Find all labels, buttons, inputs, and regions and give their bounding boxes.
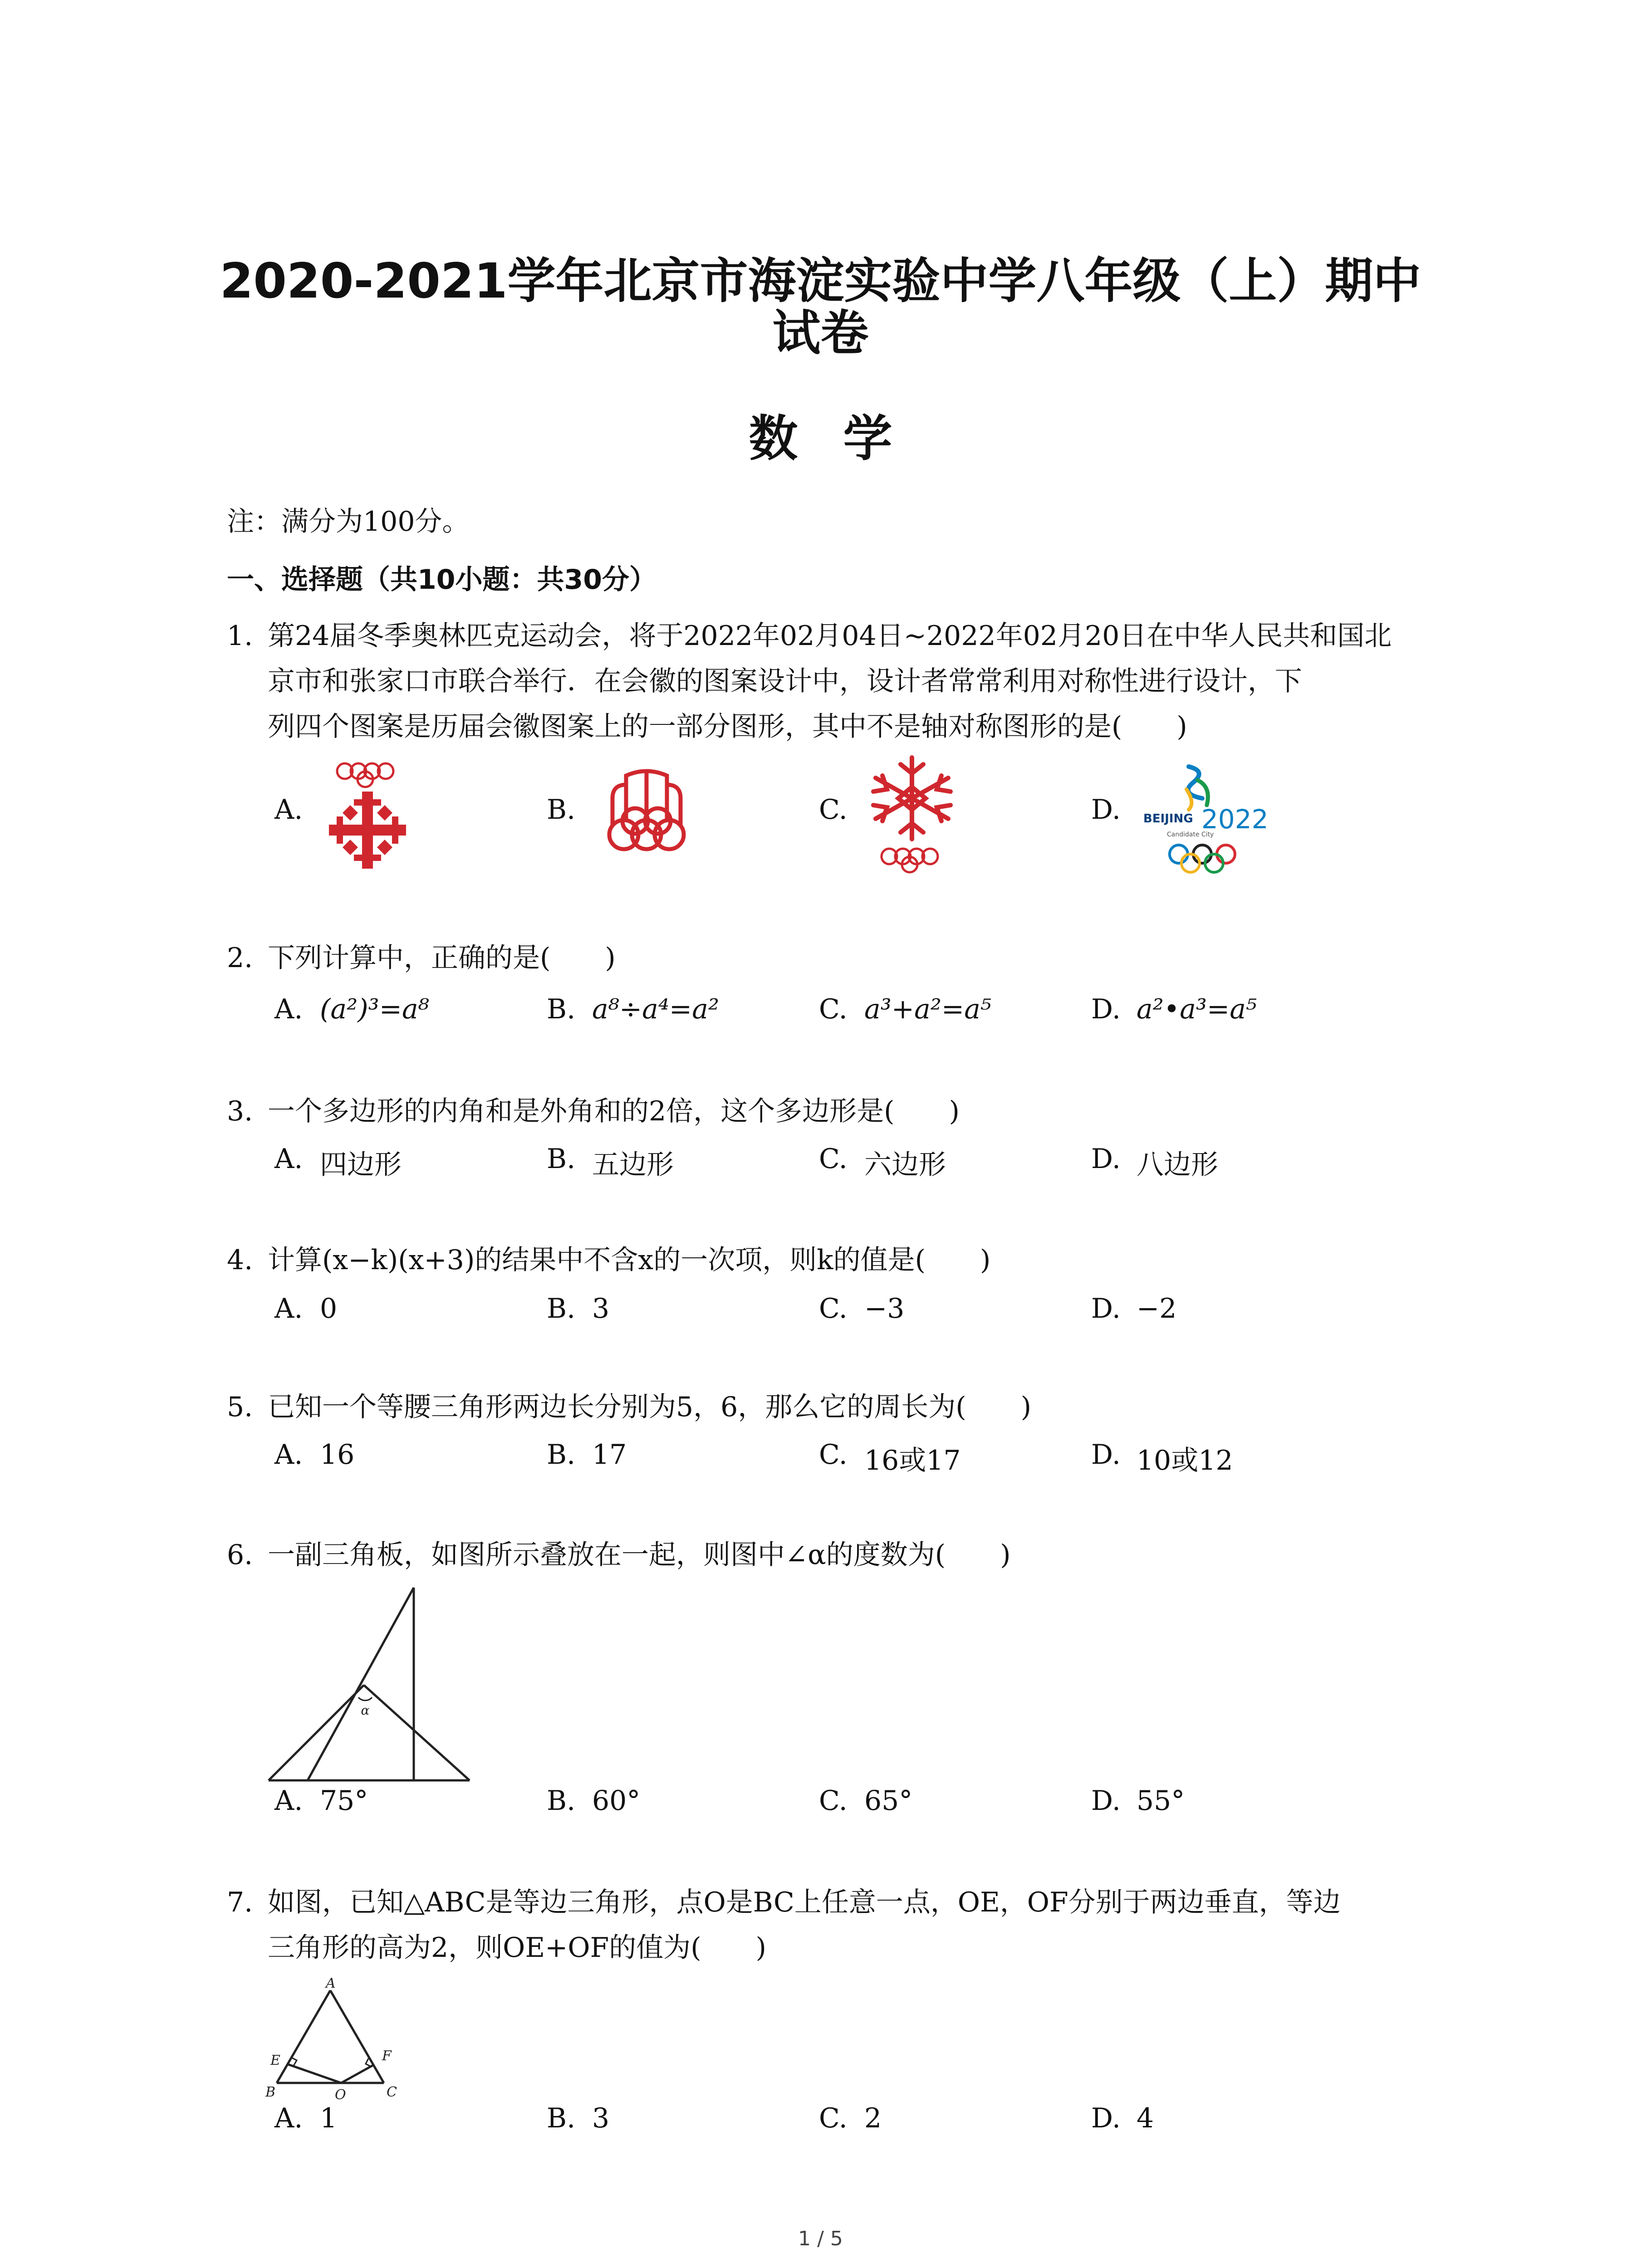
question-number: 6. bbox=[227, 1539, 253, 1571]
vertex-b-label: B bbox=[265, 2084, 276, 2100]
question-text-line: 下列计算中，正确的是( ) bbox=[268, 942, 616, 974]
page-number: 1 / 5 bbox=[798, 2227, 843, 2250]
option-label[interactable]: C. bbox=[819, 1785, 847, 1817]
question-number: 5. bbox=[227, 1391, 253, 1423]
option-label[interactable]: A. bbox=[274, 1293, 303, 1325]
point-e-label: E bbox=[270, 2053, 280, 2068]
option-label[interactable]: D. bbox=[1091, 993, 1121, 1025]
option-text[interactable]: a⁸÷a⁴=a² bbox=[592, 993, 720, 1025]
question-number: 1. bbox=[227, 620, 253, 652]
option-text[interactable]: a³+a²=a⁵ bbox=[864, 993, 992, 1025]
option-label[interactable]: D. bbox=[1091, 2102, 1121, 2134]
option-label[interactable]: A. bbox=[274, 794, 303, 826]
option-text[interactable]: 4 bbox=[1136, 2102, 1154, 2134]
question-text-line: 一副三角板，如图所示叠放在一起，则图中∠α的度数为( ) bbox=[268, 1539, 1011, 1571]
option-label[interactable]: A. bbox=[274, 1785, 303, 1817]
option-label[interactable]: D. bbox=[1091, 1293, 1121, 1325]
option-text[interactable]: 10或12 bbox=[1136, 1445, 1233, 1476]
option-label[interactable]: A. bbox=[274, 1143, 303, 1175]
option-text[interactable]: 3 bbox=[592, 1293, 610, 1325]
question-number: 7. bbox=[227, 1887, 253, 1918]
logo-d-city-text: BEIJING bbox=[1143, 812, 1193, 826]
option-label[interactable]: B. bbox=[547, 1293, 576, 1325]
option-text[interactable]: 2 bbox=[864, 2102, 882, 2134]
option-text[interactable]: −2 bbox=[1136, 1293, 1177, 1325]
option-label[interactable]: D. bbox=[1091, 794, 1121, 826]
question-text-line: 已知一个等腰三角形两边长分别为5，6，那么它的周长为( ) bbox=[268, 1391, 1032, 1423]
logo-a-snowflake-icon bbox=[327, 758, 408, 875]
option-text[interactable]: 16或17 bbox=[864, 1445, 961, 1476]
question-text-line: 京市和张家口市联合举行．在会徽的图案设计中，设计者常常利用对称性进行设计，下 bbox=[268, 665, 1302, 697]
option-label[interactable]: B. bbox=[547, 794, 576, 826]
option-label[interactable]: A. bbox=[274, 993, 303, 1025]
question-text-line: 一个多边形的内角和是外角和的2倍，这个多边形是( ) bbox=[268, 1095, 960, 1127]
option-label[interactable]: C. bbox=[819, 2102, 847, 2134]
page-title-line1: 2020-2021学年北京市海淀实验中学八年级（上）期中 bbox=[220, 253, 1421, 309]
option-text[interactable]: 1 bbox=[320, 2102, 338, 2134]
option-text[interactable]: 0 bbox=[320, 1293, 338, 1325]
page-title-line2: 试卷 bbox=[772, 305, 869, 361]
option-label[interactable]: D. bbox=[1091, 1439, 1121, 1471]
olympic-rings-icon bbox=[1166, 843, 1239, 875]
option-label[interactable]: B. bbox=[547, 2102, 576, 2134]
question-text-line: 第24届冬季奥林匹克运动会，将于2022年02月04日~2022年02月20日在中华人民共和国北 bbox=[268, 620, 1392, 652]
option-text[interactable]: 3 bbox=[592, 2102, 610, 2134]
option-label[interactable]: D. bbox=[1091, 1143, 1121, 1175]
option-label[interactable]: B. bbox=[547, 1785, 576, 1817]
triangle-boards-figure bbox=[263, 1583, 476, 1787]
vertex-c-label: C bbox=[387, 2084, 397, 2100]
question-number: 3. bbox=[227, 1095, 253, 1127]
option-text[interactable]: 五边形 bbox=[592, 1149, 674, 1181]
vertex-a-label: A bbox=[326, 1975, 336, 1991]
option-text[interactable]: 17 bbox=[592, 1439, 627, 1471]
logo-d-year-text: 2022 bbox=[1201, 804, 1269, 835]
option-label[interactable]: C. bbox=[819, 1143, 847, 1175]
option-text[interactable]: 六边形 bbox=[864, 1149, 946, 1181]
option-label[interactable]: B. bbox=[547, 1143, 576, 1175]
question-text-line: 计算(x−k)(x+3)的结果中不含x的一次项，则k的值是( ) bbox=[268, 1244, 991, 1276]
option-text[interactable]: 60° bbox=[592, 1785, 641, 1817]
point-f-label: F bbox=[382, 2048, 392, 2064]
question-number: 4. bbox=[227, 1244, 253, 1276]
section-heading: 一、选择题（共10小题：共30分） bbox=[227, 564, 656, 596]
score-note: 注：满分为100分。 bbox=[227, 506, 470, 538]
logo-c-snowflake-icon bbox=[864, 753, 960, 880]
option-text[interactable]: a²•a³=a⁵ bbox=[1136, 993, 1257, 1025]
option-text[interactable]: 四边形 bbox=[320, 1149, 402, 1181]
option-text[interactable]: 75° bbox=[320, 1785, 368, 1817]
option-label[interactable]: A. bbox=[274, 2102, 303, 2134]
subject-title: 数学 bbox=[749, 411, 938, 467]
option-label[interactable]: D. bbox=[1091, 1785, 1121, 1817]
option-text[interactable]: (a²)³=a⁸ bbox=[320, 993, 429, 1025]
logo-d-beijing-2022 bbox=[1139, 762, 1275, 880]
option-label[interactable]: A. bbox=[274, 1439, 303, 1471]
option-label[interactable]: B. bbox=[547, 993, 576, 1025]
option-text[interactable]: 16 bbox=[320, 1439, 355, 1471]
option-label[interactable]: C. bbox=[819, 1293, 847, 1325]
option-text[interactable]: 55° bbox=[1136, 1785, 1185, 1817]
question-number: 2. bbox=[227, 942, 253, 974]
option-label[interactable]: B. bbox=[547, 1439, 576, 1471]
question-text-line: 三角形的高为2，则OE+OF的值为( ) bbox=[268, 1932, 767, 1964]
option-label[interactable]: C. bbox=[819, 794, 847, 826]
question-text-line: 列四个图案是历届会徽图案上的一部分图形，其中不是轴对称图形的是( ) bbox=[268, 711, 1187, 743]
equilateral-triangle-figure bbox=[263, 1975, 408, 2105]
option-text[interactable]: −3 bbox=[864, 1293, 905, 1325]
alpha-label: α bbox=[361, 1703, 370, 1718]
option-label[interactable]: C. bbox=[819, 1439, 847, 1471]
option-text[interactable]: 八边形 bbox=[1136, 1149, 1218, 1181]
logo-d-subtitle-text: Candidate City bbox=[1167, 831, 1214, 838]
question-text-line: 如图，已知△ABC是等边三角形，点O是BC上任意一点，OE，OF分别于两边垂直，等边 bbox=[268, 1887, 1341, 1918]
option-label[interactable]: C. bbox=[819, 993, 847, 1025]
point-o-label: O bbox=[335, 2087, 346, 2103]
logo-b-rings-icon bbox=[599, 767, 694, 857]
option-text[interactable]: 65° bbox=[864, 1785, 913, 1817]
